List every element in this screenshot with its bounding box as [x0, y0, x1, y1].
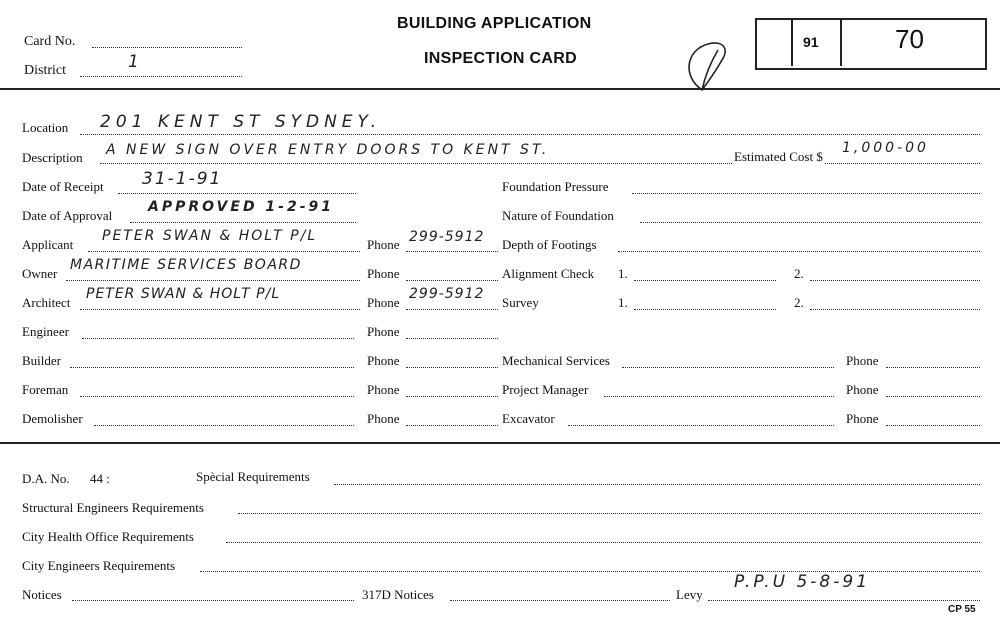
- mechanical-phone-label: Phone: [846, 353, 879, 368]
- title-line-1: BUILDING APPLICATION: [397, 15, 592, 32]
- district-field[interactable]: [80, 76, 242, 77]
- demolisher-field[interactable]: [94, 425, 354, 426]
- levy-label: Levy: [676, 587, 703, 602]
- levy-field[interactable]: [708, 600, 980, 601]
- survey-2-field[interactable]: [810, 309, 980, 310]
- alignment-1-label: 1.: [618, 266, 628, 281]
- applicant-label: Applicant: [22, 237, 74, 252]
- location-field[interactable]: [80, 134, 980, 135]
- builder-label: Builder: [22, 353, 61, 368]
- alignment-2-field[interactable]: [810, 280, 980, 281]
- description-value: A NEW SIGN OVER ENTRY DOORS TO KENT ST.: [106, 142, 550, 158]
- handwritten-check-mark: [678, 36, 738, 94]
- applicant-phone-label: Phone: [367, 237, 400, 252]
- levy-value: P.P.U 5-8-91: [734, 572, 871, 592]
- foreman-label: Foreman: [22, 382, 69, 397]
- demolisher-phone-field[interactable]: [406, 425, 498, 426]
- box-code: 91: [803, 34, 819, 50]
- structural-requirements-field[interactable]: [238, 513, 980, 514]
- district-value: 1: [128, 52, 141, 72]
- architect-phone-value: 299-5912: [409, 286, 485, 302]
- owner-label: Owner: [22, 266, 58, 281]
- applicant-value: PETER SWAN & HOLT P/L: [102, 228, 318, 244]
- card-no-label: Card No.: [24, 34, 76, 49]
- builder-field[interactable]: [70, 367, 354, 368]
- date-receipt-label: Date of Receipt: [22, 179, 104, 194]
- mechanical-services-field[interactable]: [622, 367, 834, 368]
- city-engineers-requirements-label: City Engineers Requirements: [22, 558, 176, 573]
- date-receipt-value: 31-1-91: [142, 169, 223, 189]
- date-approval-label: Date of Approval: [22, 208, 113, 223]
- da-no-value: 44 :: [90, 471, 110, 486]
- estimated-cost-value: 1,000-00: [842, 140, 929, 156]
- date-approval-value: APPROVED 1-2-91: [148, 199, 335, 215]
- structural-requirements-label: Structural Engineers Requirements: [22, 500, 204, 515]
- builder-phone-field[interactable]: [406, 367, 498, 368]
- applicant-phone-value: 299-5912: [409, 229, 485, 245]
- demolisher-phone-label: Phone: [367, 411, 400, 426]
- card-number-box: [755, 18, 987, 70]
- box-number: 70: [895, 24, 924, 54]
- da-no-label: D.A. No.: [22, 471, 70, 486]
- excavator-field[interactable]: [568, 425, 834, 426]
- excavator-label: Excavator: [502, 411, 555, 426]
- project-manager-field[interactable]: [604, 396, 834, 397]
- box-divider-1: [791, 20, 793, 66]
- applicant-phone-field[interactable]: [406, 251, 498, 252]
- foreman-field[interactable]: [80, 396, 354, 397]
- alignment-check-label: Alignment Check: [502, 266, 595, 281]
- health-requirements-label: City Health Office Requirements: [22, 529, 194, 544]
- owner-phone-field[interactable]: [406, 280, 498, 281]
- demolisher-label: Demolisher: [22, 411, 83, 426]
- health-requirements-field[interactable]: [226, 542, 980, 543]
- project-manager-phone-field[interactable]: [886, 396, 980, 397]
- owner-value: MARITIME SERVICES BOARD: [70, 257, 302, 273]
- estimated-cost-label: Estimated Cost $: [734, 149, 823, 164]
- title-line-2: INSPECTION CARD: [424, 50, 577, 67]
- location-label: Location: [22, 120, 69, 135]
- foreman-phone-label: Phone: [367, 382, 400, 397]
- architect-value: PETER SWAN & HOLT P/L: [86, 286, 281, 302]
- mechanical-services-label: Mechanical Services: [502, 353, 610, 368]
- notices-field[interactable]: [72, 600, 354, 601]
- description-label: Description: [22, 150, 83, 165]
- nature-foundation-field[interactable]: [640, 222, 980, 223]
- survey-label: Survey: [502, 295, 539, 310]
- architect-label: Architect: [22, 295, 71, 310]
- owner-field[interactable]: [66, 280, 360, 281]
- alignment-1-field[interactable]: [634, 280, 776, 281]
- district-label: District: [24, 63, 66, 78]
- special-requirements-field[interactable]: [334, 484, 980, 485]
- mechanical-phone-field[interactable]: [886, 367, 980, 368]
- card-no-field[interactable]: [92, 47, 242, 48]
- project-manager-phone-label: Phone: [846, 382, 879, 397]
- architect-field[interactable]: [80, 309, 360, 310]
- notices-label: Notices: [22, 587, 62, 602]
- form-code: CP 55: [948, 604, 976, 615]
- alignment-2-label: 2.: [794, 266, 804, 281]
- survey-1-label: 1.: [618, 295, 628, 310]
- project-manager-label: Project Manager: [502, 382, 589, 397]
- special-requirements-label: Spècial Requirements: [196, 469, 310, 484]
- architect-phone-field[interactable]: [406, 309, 498, 310]
- description-field[interactable]: [100, 163, 980, 164]
- nature-foundation-label: Nature of Foundation: [502, 208, 614, 223]
- notices-317d-field[interactable]: [450, 600, 670, 601]
- depth-footings-field[interactable]: [618, 251, 980, 252]
- depth-footings-label: Depth of Footings: [502, 237, 597, 252]
- foundation-pressure-field[interactable]: [632, 193, 980, 194]
- engineer-label: Engineer: [22, 324, 69, 339]
- date-receipt-field[interactable]: [118, 193, 356, 194]
- box-divider-2: [840, 20, 842, 66]
- builder-phone-label: Phone: [367, 353, 400, 368]
- architect-phone-label: Phone: [367, 295, 400, 310]
- excavator-phone-field[interactable]: [886, 425, 980, 426]
- excavator-phone-label: Phone: [846, 411, 879, 426]
- mid-rule: [0, 442, 1000, 444]
- notices-317d-label: 317D Notices: [362, 587, 434, 602]
- survey-2-label: 2.: [794, 295, 804, 310]
- owner-phone-label: Phone: [367, 266, 400, 281]
- engineer-phone-field[interactable]: [406, 338, 498, 339]
- header-rule: [0, 88, 1000, 90]
- foreman-phone-field[interactable]: [406, 396, 498, 397]
- survey-1-field[interactable]: [634, 309, 776, 310]
- location-value: 201 KENT ST SYDNEY.: [100, 112, 382, 132]
- foundation-pressure-label: Foundation Pressure: [502, 179, 609, 194]
- engineer-phone-label: Phone: [367, 324, 400, 339]
- applicant-field[interactable]: [88, 251, 360, 252]
- engineer-field[interactable]: [82, 338, 354, 339]
- date-approval-field[interactable]: [130, 222, 356, 223]
